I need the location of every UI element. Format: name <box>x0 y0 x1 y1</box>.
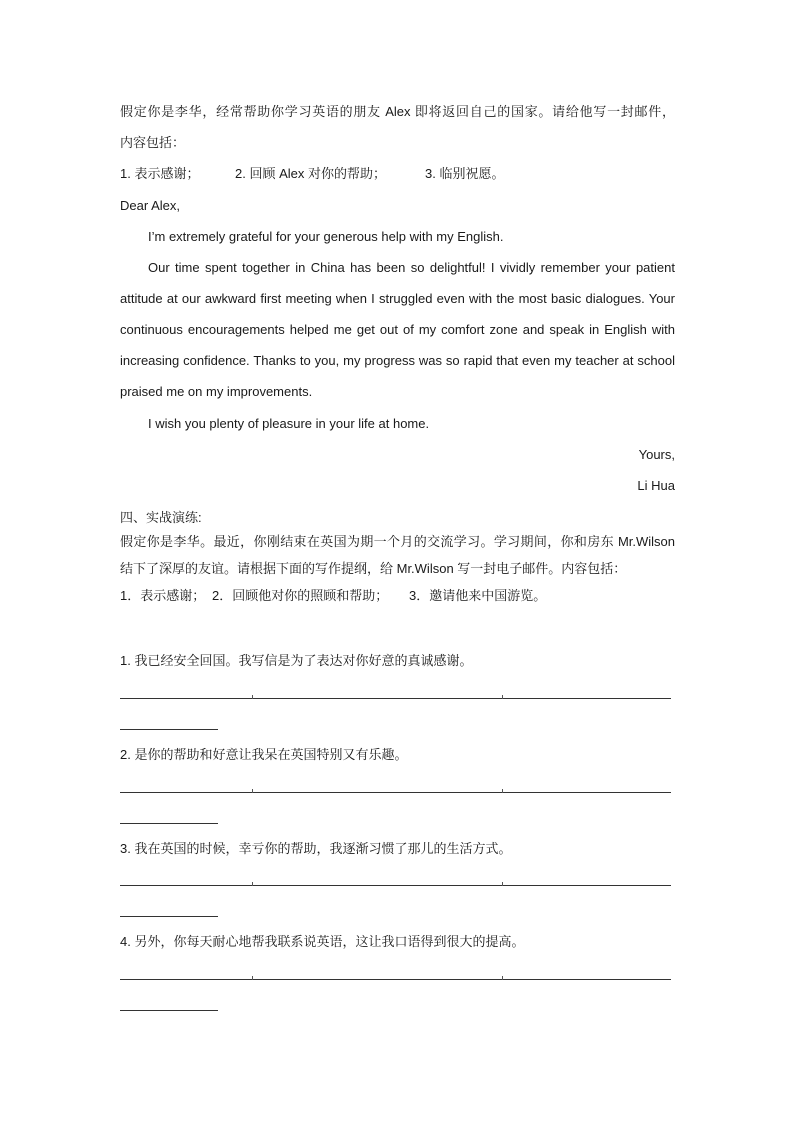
intro-point-1: 1. 表示感谢； <box>120 166 200 181</box>
practice-line-1: 假定你是李华。最近，你刚结束在英国为期一个月的交流学习。学习期间，你和房东 Mr.Wilson <box>120 534 675 549</box>
practice-heading: 四、实战演练: <box>120 510 202 525</box>
practice-point-2: 2．回顾他对你的照顾和帮助； <box>212 588 389 603</box>
practice-point-1: 1．表示感谢； <box>120 588 206 603</box>
letter-paragraph-3: I wish you plenty of pleasure in your life at home. <box>148 416 430 431</box>
practice-line-2: 结下了深厚的友谊。请根据下面的写作提纲，给 Mr.Wilson 写一封电子邮件。内容包括： <box>120 561 627 576</box>
answer-line[interactable] <box>120 823 218 824</box>
answer-line[interactable] <box>120 979 671 980</box>
line-tick <box>252 695 253 699</box>
letter-p2-line-5: praised me on my improvements. <box>120 384 313 399</box>
letter-closing: Yours, <box>638 447 675 462</box>
practice-point-3: 3．邀请他来中国游览。 <box>409 588 547 603</box>
answer-line[interactable] <box>120 698 671 699</box>
answer-line[interactable] <box>120 729 218 730</box>
intro-point-3: 3. 临别祝愿。 <box>425 166 505 181</box>
answer-line[interactable] <box>120 1010 218 1011</box>
line-tick <box>502 695 503 699</box>
letter-signature: Li Hua <box>637 478 675 493</box>
exercise-prompt-3: 3. 我在英国的时候，幸亏你的帮助，我逐渐习惯了那儿的生活方式。 <box>120 841 512 856</box>
letter-p2-line-1: Our time spent together in China has been so delightful! I vividly remember your patient <box>148 260 675 275</box>
line-tick <box>252 789 253 793</box>
letter-paragraph-1: I’m extremely grateful for your generous help with my English. <box>148 229 504 244</box>
intro-line-1: 假定你是李华，经常帮助你学习英语的朋友 Alex 即将返回自己的国家。请给他写一封邮件， <box>120 104 675 119</box>
exercise-prompt-4: 4. 另外，你每天耐心地帮我联系说英语，这让我口语得到很大的提高。 <box>120 934 525 949</box>
line-tick <box>502 882 503 886</box>
line-tick <box>502 789 503 793</box>
answer-line[interactable] <box>120 792 671 793</box>
intro-line-2: 内容包括： <box>120 135 186 150</box>
letter-greeting: Dear Alex, <box>120 198 180 213</box>
letter-p2-line-2: attitude at our awkward first meeting when I struggled even with the most basic dialogues. Your <box>120 291 675 306</box>
intro-points <box>120 166 675 182</box>
exercise-prompt-1: 1. 我已经安全回国。我写信是为了表达对你好意的真诚感谢。 <box>120 653 473 668</box>
exercise-prompt-2: 2. 是你的帮助和好意让我呆在英国特别又有乐趣。 <box>120 747 408 762</box>
intro-point-2: 2. 回顾 Alex 对你的帮助； <box>235 166 386 181</box>
letter-p2-line-4: increasing confidence. Thanks to you, my progress was so rapid that even my teacher at school <box>120 353 675 368</box>
line-tick <box>252 882 253 886</box>
line-tick <box>252 976 253 980</box>
practice-points <box>120 588 675 604</box>
letter-p2-line-3: continuous encouragements helped me get out of my comfort zone and speak in English with <box>120 322 675 337</box>
answer-line[interactable] <box>120 885 671 886</box>
answer-line[interactable] <box>120 916 218 917</box>
line-tick <box>502 976 503 980</box>
